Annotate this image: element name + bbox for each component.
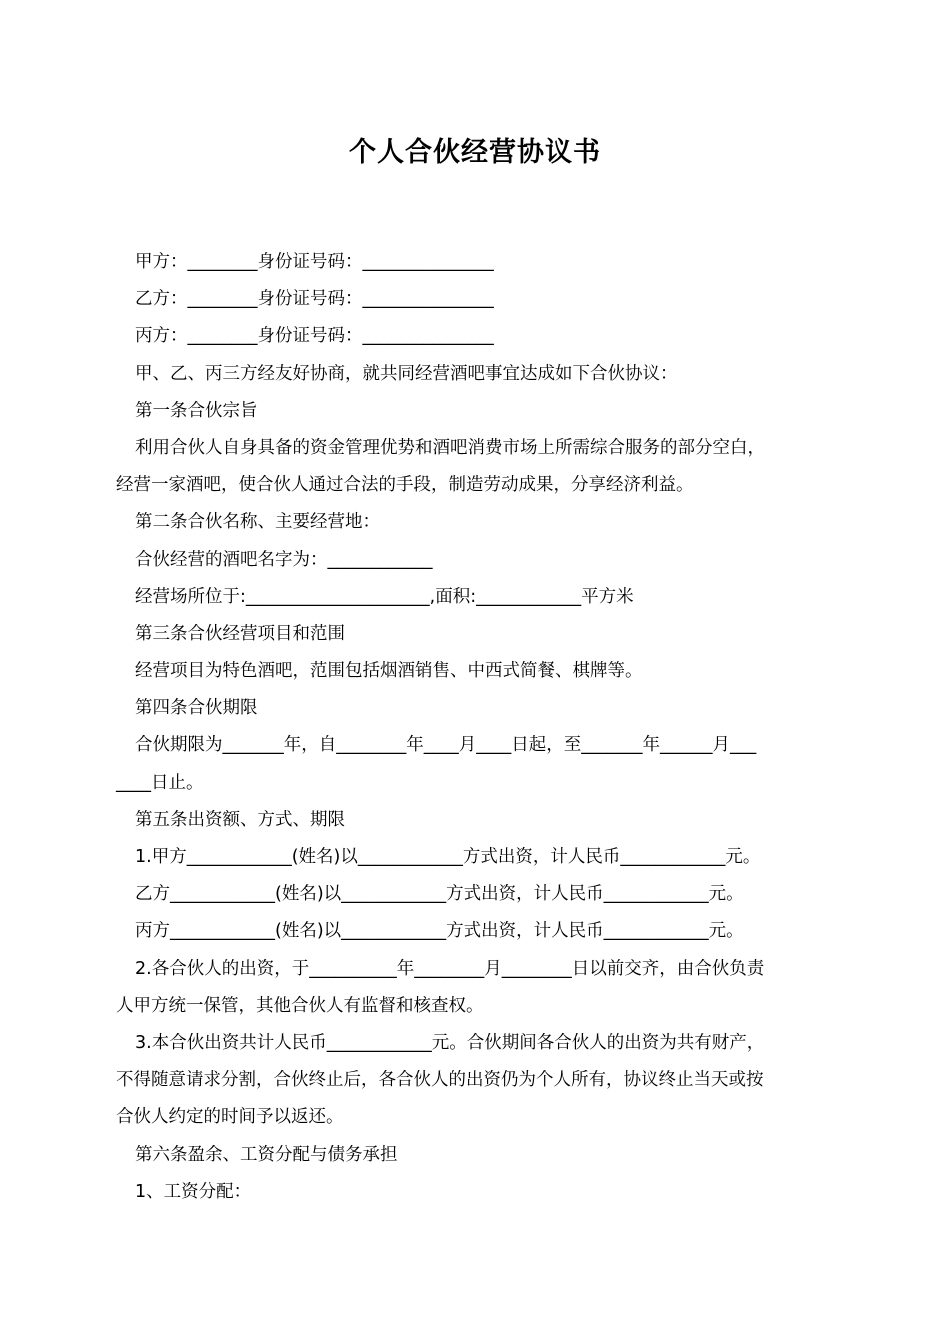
total-contribution-line-3: 合伙人约定的时间予以返还。 <box>116 1107 344 1128</box>
article-1-heading: 第一条合伙宗旨 <box>135 400 258 421</box>
total-contribution-line-1: 3.本合伙出资共计人民币____________元。合伙期间各合伙人的出资为共有财产， <box>135 1032 765 1053</box>
contribution-deadline-line-1: 2.各合伙人的出资，于__________年________月________日以前交齐，由合伙负责 <box>135 958 765 979</box>
article-2-heading: 第二条合伙名称、主要经营地： <box>135 512 380 533</box>
article-3-heading: 第三条合伙经营项目和范围 <box>135 623 345 644</box>
business-scope-line: 经营项目为特色酒吧，范围包括烟酒销售、中西式简餐、棋牌等。 <box>135 661 643 682</box>
contribution-deadline-line-2: 人甲方统一保管，其他合伙人有监督和核查权。 <box>116 995 484 1016</box>
bar-name-line: 合伙经营的酒吧名字为：____________ <box>135 549 433 570</box>
contribution-party-a: 1.甲方____________(姓名)以____________方式出资，计人民币____________元。 <box>135 847 761 867</box>
article-1-text-line-2: 经营一家酒吧，使合伙人通过合法的手段，制造劳动成果，分享经济利益。 <box>116 475 694 496</box>
term-line-1: 合伙期限为_______年，自________年____月____日起，至_______年______月___ <box>135 735 757 756</box>
contribution-party-c: 丙方____________(姓名)以____________方式出资，计人民币____________元。 <box>135 921 744 942</box>
term-line-2: ____日止。 <box>116 772 204 793</box>
party-a-line: 甲方：________身份证号码：_______________ <box>135 252 494 272</box>
preamble-line: 甲、乙、丙三方经友好协商，就共同经营酒吧事宜达成如下合伙协议： <box>135 363 678 384</box>
document-title: 个人合伙经营协议书 <box>349 137 601 168</box>
wage-distribution-line: 1、工资分配： <box>135 1181 252 1202</box>
party-c-line: 丙方：________身份证号码：_______________ <box>135 326 494 347</box>
party-b-line: 乙方：________身份证号码：_______________ <box>135 289 494 310</box>
document-body <box>116 244 840 1211</box>
total-contribution-line-2: 不得随意请求分割，合伙终止后，各合伙人的出资仍为个人所有，协议终止当天或按 <box>116 1070 764 1091</box>
article-4-heading: 第四条合伙期限 <box>135 698 258 719</box>
article-6-heading: 第六条盈余、工资分配与债务承担 <box>135 1144 398 1165</box>
article-5-heading: 第五条出资额、方式、期限 <box>135 809 345 830</box>
location-area-line: 经营场所位于:_____________________,面积:____________平方米 <box>135 586 634 607</box>
article-1-text-line-1: 利用合伙人自身具备的资金管理优势和酒吧消费市场上所需综合服务的部分空白， <box>135 437 765 458</box>
contribution-party-b: 乙方____________(姓名)以____________方式出资，计人民币____________元。 <box>135 884 744 905</box>
